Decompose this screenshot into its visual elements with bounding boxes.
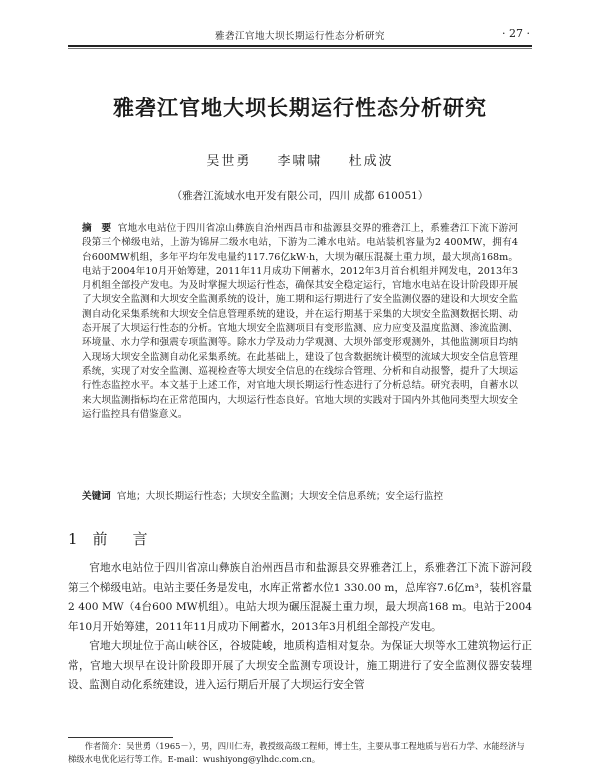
author-name: 杜成波 [348,154,394,169]
body-text [68,559,532,696]
section-number: 1 [68,530,83,548]
author-footnote: 作者简介：吴世勇（1965－），男，四川仁寿，教授级高级工程师，博士生，主要从事工程地质与岩石力学、水能经济与梯级水电优化运行等工作。E-mail：wushiyong@ylhdc.com.cn。 [68,741,525,764]
running-header-title: 雅砻江官地大坝长期运行性态分析研究 [214,31,385,42]
paper-title: 雅砻江官地大坝长期运行性态分析研究 [113,96,487,120]
header-divider [68,48,532,49]
author-name: 李啸啸 [277,154,323,169]
keywords [82,490,518,504]
author-list [0,150,600,169]
author-name: 吴世勇 [206,154,252,169]
body-paragraph: 官地大坝址位于高山峡谷区，谷坡陡峻，地质构造相对复杂。为保证大坝等水工建筑物运行正常，官地大坝早在设计阶段即开展了大坝安全监测专项设计，施工期进行了安全监测仪器安装埋设、监测自动化系统建设，进入运行期后开展了大坝运行安全管 [68,640,532,691]
abstract-label: 摘 要 [82,223,112,234]
affiliation: （雅砻江流域水电开发有限公司，四川 成都 610051） [171,190,429,202]
body-paragraph: 官地水电站位于四川省凉山彝族自治州西昌市和盐源县交界雅砻江上，系雅砻江下流下游河段第三个梯级电站。电站主要任务是发电，水库正常蓄水位1 330.00 m，总库容7.6亿m³，装机容量2 400 MW（4台600 MW机组）。电站大坝为碾压混凝土重力坝，最大坝高168 m。电站于2004年10月开始筹建，2011年11月成功下闸蓄水，2013年3月机组全部投产发电。 [68,562,532,633]
section-title: 前 言 [92,530,153,548]
abstract-text: 官地水电站位于四川省凉山彝族自治州西昌市和盐源县交界的雅砻江上，系雅砻江下流下游河段第三个梯级电站，上游为锦屏二级水电站，下游为二滩水电站。电站装机容量为2 400MW，拥有4台600MW机组，多年平均年发电量约117.76亿kW·h，大坝为碾压混凝土重力坝，最大坝高168m。电站于2004年10月开始筹建，2011年11月成功下闸蓄水，2012年3月首台机组并网发电，2013年3月机组全部投产发电。为及时掌握大坝运行性态，确保其安全稳定运行，官地水电站在设计阶段即开展了大坝安全监测和大坝安全监测系统的设计，施工期和运行期进行了安全监测仪器的建设和大坝安全监测自动化采集系统和大坝安全信息管理系统的建设，并在运行期基于采集的大坝安全监测数据长期、动态开展了大坝运行性态的分析。官地大坝安全监测项目有变形监测、应力应变及温度监测、渗流监测、环境量、水力学和强震专项监测等。除水力学及动力学观测、大坝外部变形观测外，其他监测项目均纳入现场大坝安全监测自动化采集系统。在此基础上，建设了包含数据统计模型的流域大坝安全信息管理系统，实现了对安全监测、巡视检查等大坝安全信息的在线综合管理、分析和自动报警，提升了大坝运行性态监控水平。本文基于上述工作，对官地大坝长期运行性态进行了分析总结。研究表明，自蓄水以来大坝监测指标均在正常范围内，大坝运行性态良好。官地大坝的实践对于国内外其他同类型大坝安全运行监控具有借鉴意义。 [82,223,519,420]
abstract [82,222,518,422]
page-number: · 27 · [502,27,530,40]
keywords-label: 关键词 [82,491,111,502]
running-header [68,27,532,47]
section-heading [68,528,153,549]
footnote-divider [68,737,173,738]
keywords-text: 官地；大坝长期运行性态；大坝安全监测；大坝安全信息系统；安全运行监控 [116,491,444,502]
